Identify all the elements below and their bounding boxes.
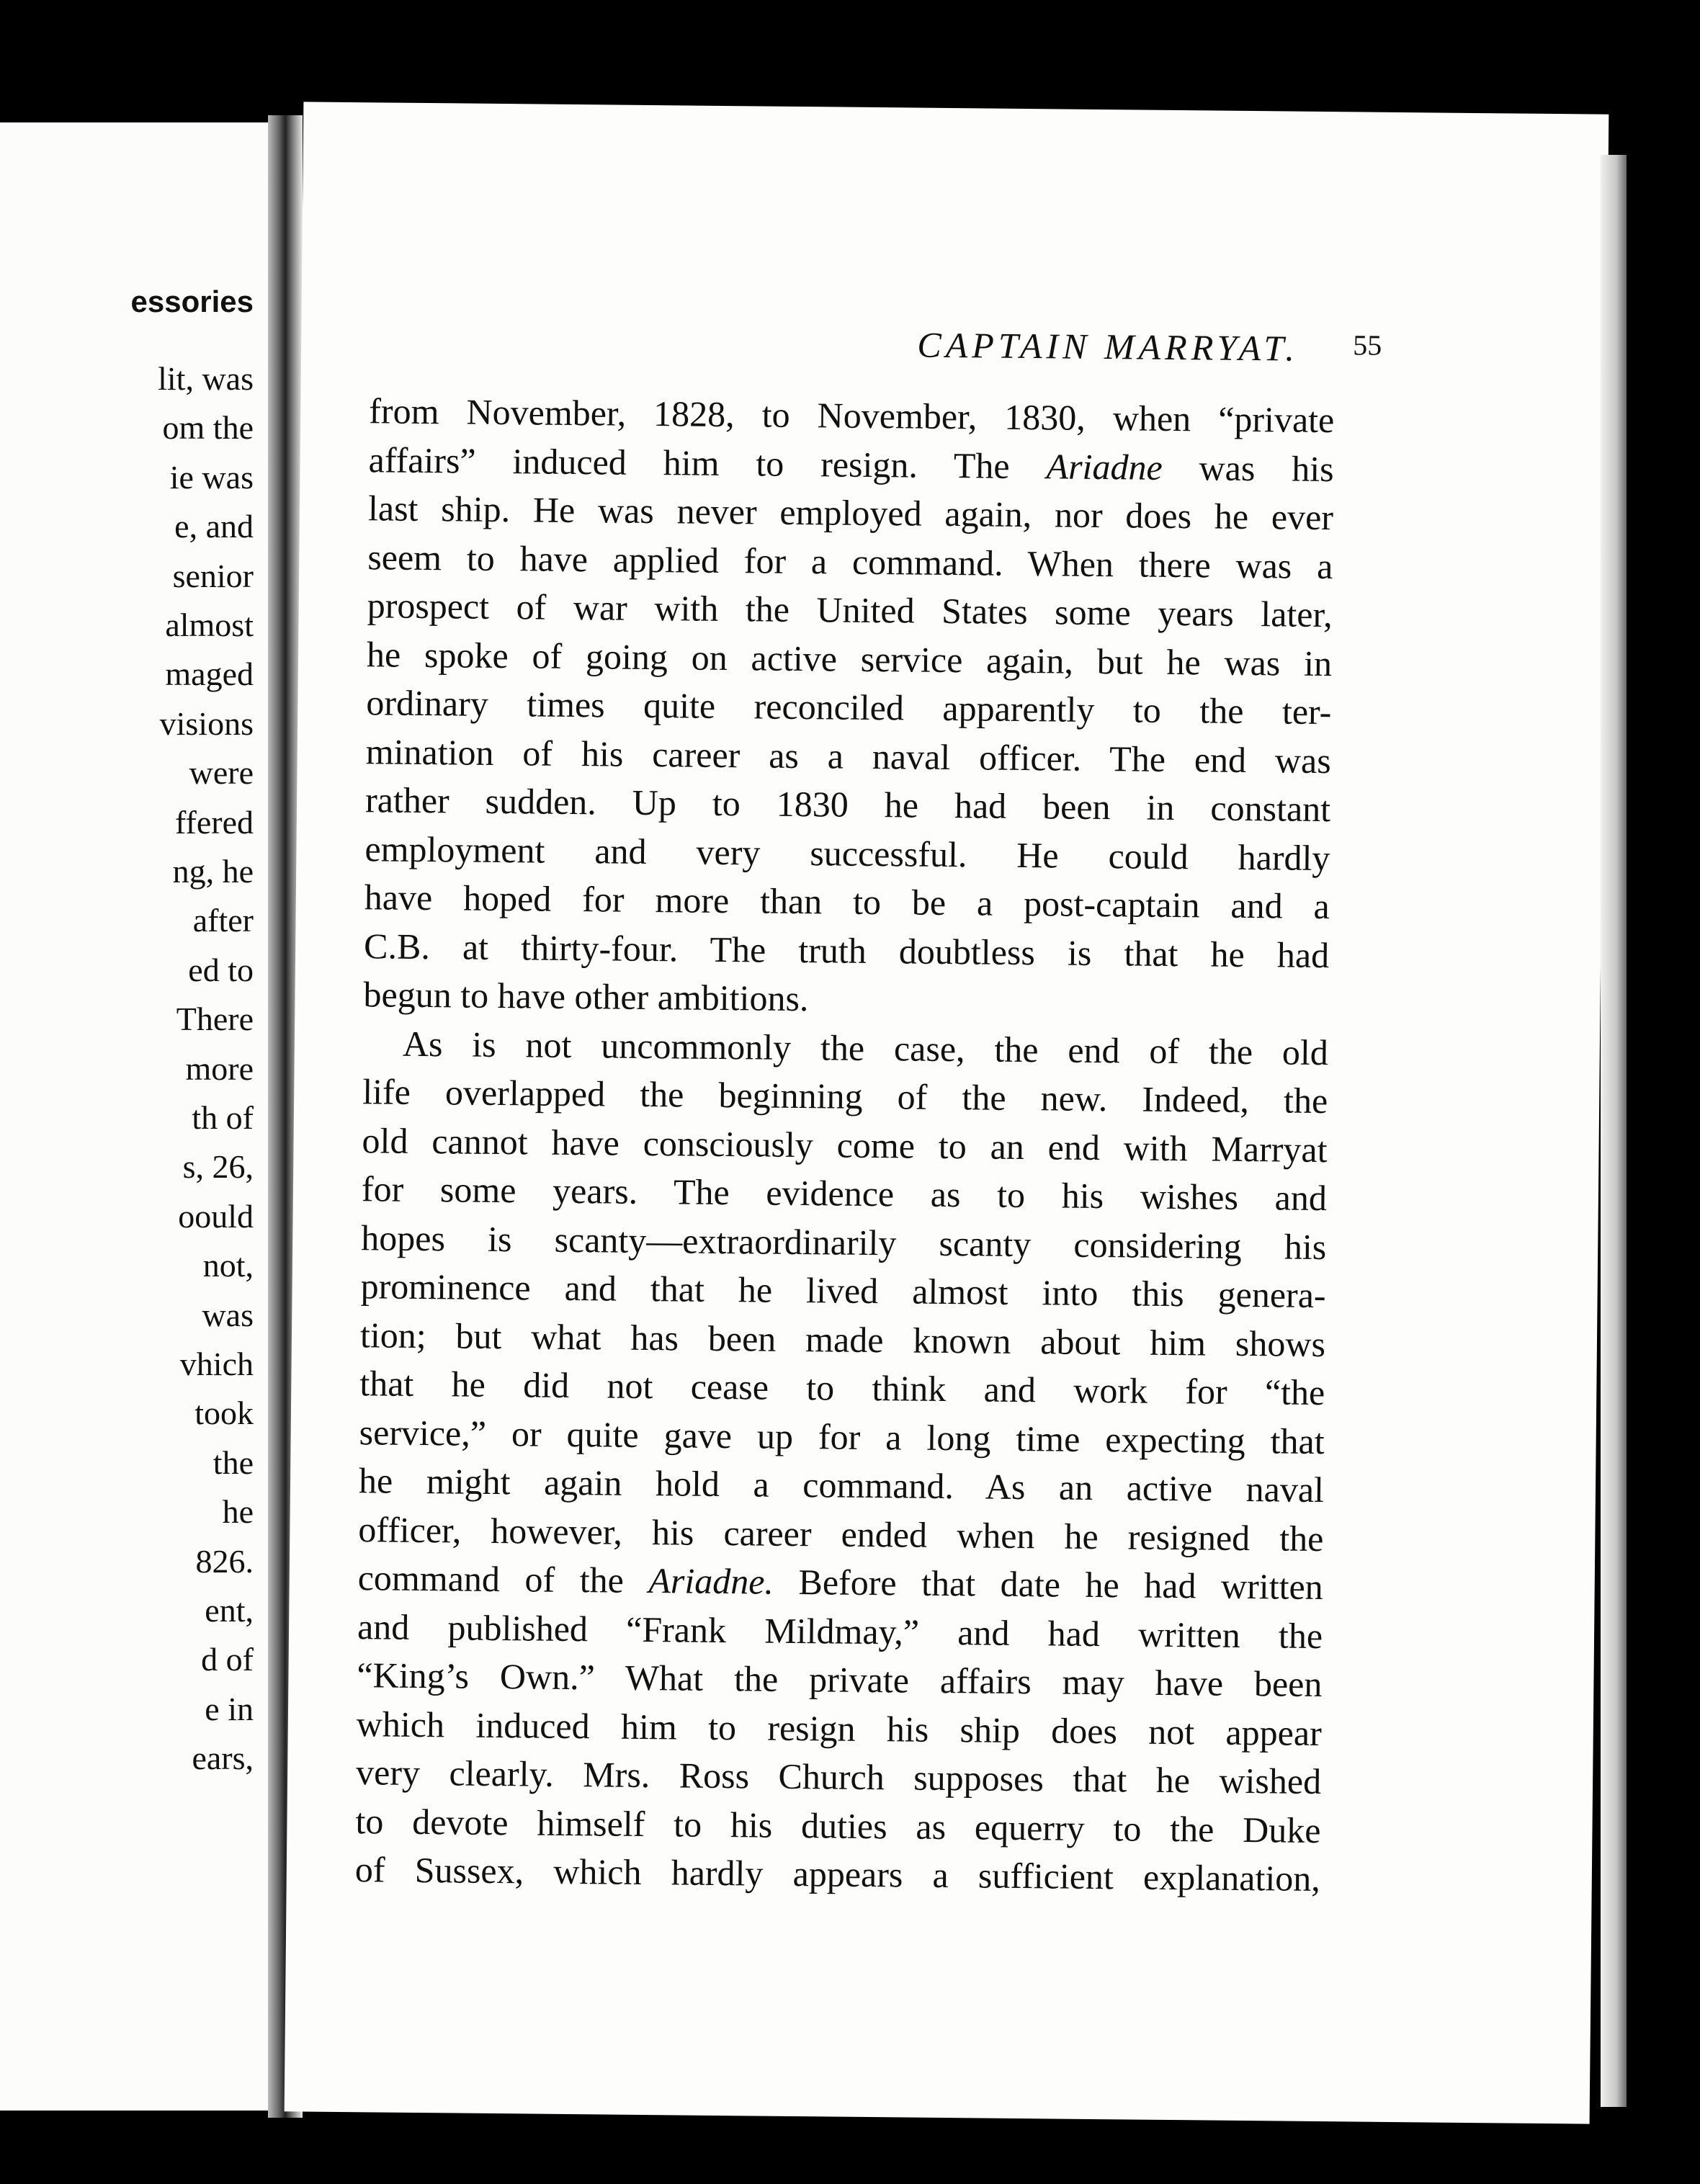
facing-page-heading-fragment: essories (130, 285, 254, 318)
facing-page-line: maged (165, 655, 254, 692)
text-line: very clearly. Mrs. Ross Church supposes that he wished (355, 1752, 1322, 1802)
facing-page-line: ent, (205, 1592, 254, 1629)
text-line: for some years. The evidence as to his wishes and (361, 1168, 1328, 1219)
page-number: 55 (1353, 328, 1382, 362)
facing-page-line: e in (205, 1691, 254, 1727)
text-line: that he did not cease to think and work for “the (359, 1363, 1325, 1413)
facing-page-line: 826. (195, 1543, 254, 1580)
facing-page-line: were (189, 754, 254, 791)
text-line: which induced him to resign his ship does not appear (356, 1703, 1323, 1753)
text-line: life overlapped the beginning of the new. Indeed, the (362, 1071, 1328, 1122)
text-line: ordinary times quite reconciled apparently to the ter- (366, 682, 1332, 733)
page-edge (1601, 155, 1627, 2107)
running-head: CAPTAIN MARRYAT. (917, 324, 1299, 369)
text-line: of Sussex, which hardly appears a sufficient explanation, (354, 1849, 1321, 1899)
facing-page-line: ears, (192, 1740, 254, 1776)
facing-page-line: ffered (175, 804, 254, 841)
facing-page-line: oould (178, 1198, 254, 1235)
facing-page-fragment (0, 122, 268, 2111)
facing-page-line: lit, was (158, 360, 254, 397)
facing-page-line: he (222, 1493, 254, 1530)
facing-page-line: ed to (188, 952, 254, 988)
facing-page-line: the (212, 1444, 254, 1481)
text-line: C.B. at thirty-four. The truth doubtless is that he had (363, 925, 1330, 975)
text-line: employment and very successful. He could hardly (364, 828, 1330, 878)
facing-page-line: was (202, 1297, 254, 1333)
text-line-end: was his (1162, 447, 1334, 489)
paragraph-start-line: As is not uncommonly the case, the end of the old (402, 1023, 1329, 1073)
facing-page-line: ng, he (172, 853, 254, 890)
facing-page-line: th of (192, 1099, 254, 1136)
facing-page-line: There (176, 1001, 254, 1037)
text-line: officer, however, his career ended when he resigned the (358, 1508, 1324, 1559)
ship-name: Ariadne. (648, 1560, 774, 1602)
book-page (285, 102, 1609, 2123)
text-line: have hoped for more than to be a post-captain and a (364, 877, 1330, 927)
text-line: service,” or quite gave up for a long time expecting that (359, 1411, 1325, 1462)
text-line: prominence and that he lived almost into this genera- (360, 1266, 1326, 1316)
text-line: prospect of war with the United States some years later, (367, 585, 1333, 635)
facing-page-line: senior (172, 558, 254, 594)
text-line: “King’s Own.” What the private affairs may have been (357, 1655, 1323, 1705)
facing-page-line: vhich (179, 1346, 254, 1382)
text-line: from November, 1828, to November, 1830, when “private (369, 390, 1335, 441)
text-line: and published “Frank Mildmay,” and had written the (357, 1606, 1323, 1656)
text-line-start: command of the (357, 1557, 649, 1601)
text-line (357, 1554, 1323, 1611)
facing-page-line: not, (202, 1247, 254, 1284)
facing-page-line: took (194, 1395, 254, 1431)
text-line: he might again hold a command. As an active naval (358, 1460, 1325, 1511)
facing-page-line: e, and (174, 508, 254, 545)
text-line (368, 436, 1334, 493)
text-line: mination of his career as a naval officer. The end was (365, 730, 1331, 781)
facing-page-line: almost (165, 607, 254, 643)
facing-page-line: om the (162, 409, 254, 446)
facing-page-line: visions (159, 705, 254, 742)
text-line: seem to have applied for a command. When there was a (367, 536, 1333, 586)
text-line: begun to have other ambitions. (363, 974, 809, 1019)
facing-page-line: more (185, 1050, 254, 1087)
text-line: hopes is scanty—extraordinarily scanty considering his (361, 1217, 1327, 1267)
ship-name: Ariadne (1046, 445, 1163, 488)
text-line: to devote himself to his duties as equerry to the Duke (355, 1800, 1321, 1850)
text-line: last ship. He was never employed again, nor does he ever (367, 488, 1334, 538)
text-line: tion; but what has been made known about him shows (359, 1314, 1326, 1364)
text-line-start: affairs” induced him to resign. The (368, 439, 1047, 486)
text-line-end: Before that date he had written (773, 1561, 1323, 1608)
facing-page-line: after (192, 902, 254, 939)
body-text (355, 387, 1335, 1903)
text-line: old cannot have consciously come to an end with Marryat (362, 1119, 1328, 1170)
facing-page-line: ie was (169, 459, 254, 496)
facing-page-line: s, 26, (182, 1148, 254, 1185)
text-line: he spoke of going on active service again, but he was in (366, 633, 1333, 684)
text-line: rather sudden. Up to 1830 he had been in constant (364, 779, 1331, 830)
facing-page-line: d of (201, 1641, 254, 1678)
